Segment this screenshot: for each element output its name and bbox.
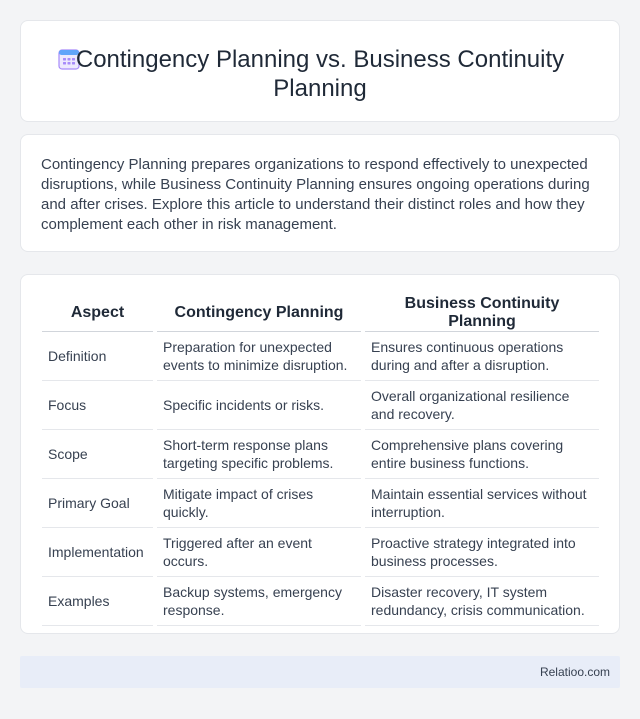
continuity-cell: Maintain essential services without interruption. [363, 479, 599, 528]
aspect-cell: Examples [42, 577, 155, 626]
contingency-cell: Specific incidents or risks. [155, 381, 363, 430]
continuity-cell: Disaster recovery, IT system redundancy, crisis communication. [363, 577, 599, 626]
intro-paragraph: Contingency Planning prepares organizations to respond effectively to unexpected disruptions, while Business Continuity Planning ensures ongoing operations during and after crises. Explore this article to understand their distinct roles and how they complement each other in risk management. [41, 156, 590, 233]
comparison-table [42, 295, 599, 626]
table-row [42, 430, 599, 479]
continuity-cell: Overall organizational resilience and recovery. [363, 381, 599, 430]
contingency-cell: Mitigate impact of crises quickly. [155, 479, 363, 528]
aspect-cell: Scope [42, 430, 155, 479]
aspect-cell: Focus [42, 381, 155, 430]
table-row [42, 528, 599, 577]
aspect-cell: Primary Goal [42, 479, 155, 528]
footer-brand[interactable]: Relatioo.com [539, 665, 610, 679]
comparison-card [20, 274, 620, 634]
aspect-cell: Implementation [42, 528, 155, 577]
contingency-cell: Preparation for unexpected events to minimize disruption. [155, 332, 363, 381]
contingency-cell: Backup systems, emergency response. [155, 577, 363, 626]
footer-bar [20, 656, 620, 688]
contingency-cell: Triggered after an event occurs. [155, 528, 363, 577]
contingency-cell: Short-term response plans targeting specific problems. [155, 430, 363, 479]
continuity-cell: Proactive strategy integrated into business processes. [363, 528, 599, 577]
aspect-cell: Definition [42, 332, 155, 381]
table-header-row [42, 295, 599, 332]
table-row [42, 479, 599, 528]
continuity-cell: Ensures continuous operations during and after a disruption. [363, 332, 599, 381]
table-row [42, 577, 599, 626]
table-row [42, 381, 599, 430]
table-row [42, 332, 599, 381]
column-header-aspect: Aspect [42, 295, 155, 332]
column-header-continuity: Business Continuity Planning [363, 295, 599, 332]
page-title: Contingency Planning vs. Business Continuity Planning [75, 46, 565, 102]
title-card [20, 20, 620, 122]
intro-card [20, 134, 620, 252]
column-header-contingency: Contingency Planning [155, 295, 363, 332]
continuity-cell: Comprehensive plans covering entire business functions. [363, 430, 599, 479]
